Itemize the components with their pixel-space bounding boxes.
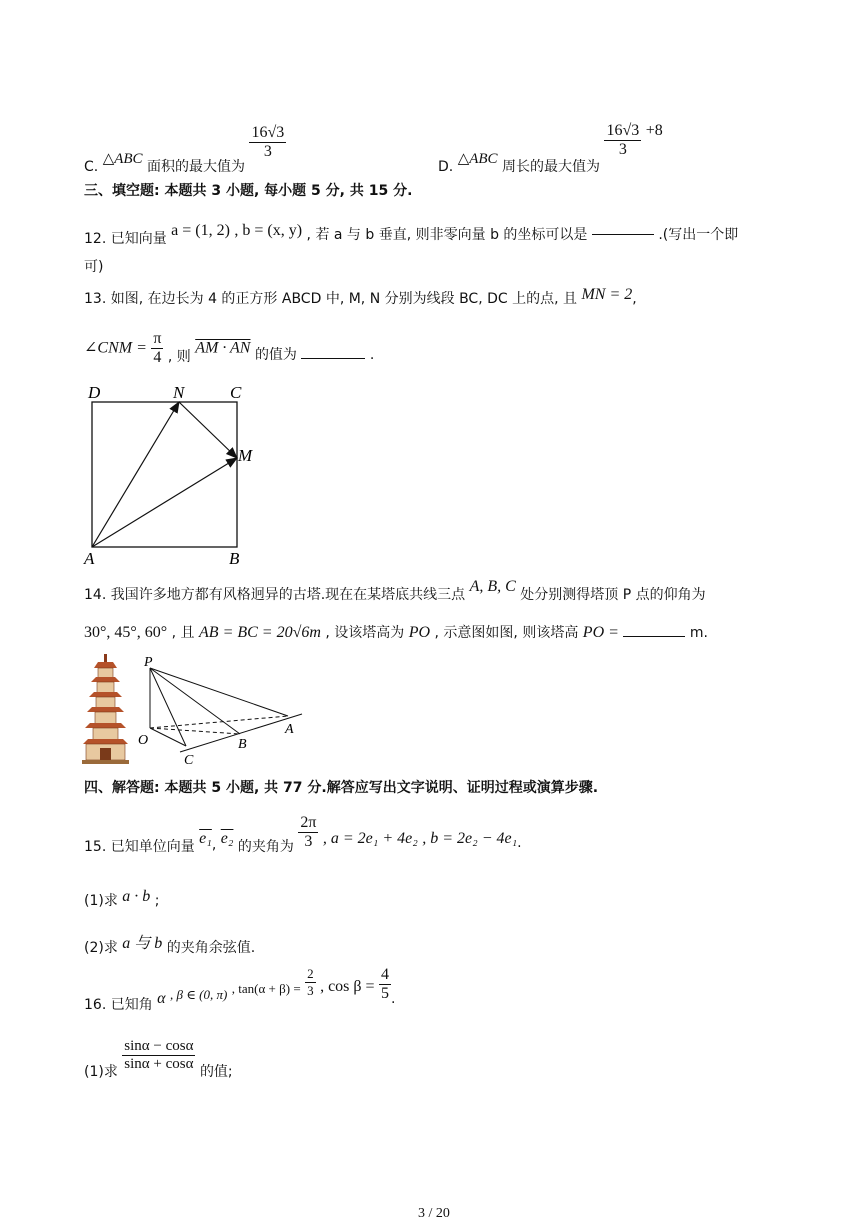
q14-po: PO [408, 624, 431, 641]
label-n: N [173, 383, 185, 402]
q15-p1-math: a · b [122, 888, 151, 905]
q13-end: . [369, 346, 375, 363]
option-c-den: 3 [263, 143, 272, 160]
q12-tail2: 可) [84, 259, 104, 275]
option-d [438, 118, 663, 175]
q15-b-eq: , b = 2e₂ − 4e₁ [422, 829, 518, 847]
vector-an [92, 402, 179, 547]
option-c-text: 面积的最大值为 [147, 158, 246, 175]
q16-lead: 16. 已知角 [84, 996, 153, 1013]
q13-angle: ∠CNM = [84, 339, 147, 357]
question-13-line2 [84, 330, 374, 367]
q16-p1-end: 的值; [199, 1063, 233, 1080]
q16-beta: , β ∈ (0, π) [170, 986, 228, 1002]
label-d: D [88, 383, 101, 402]
q15-sep: , [211, 836, 217, 853]
option-d-label: D. [438, 158, 454, 175]
q14-shown: , 示意图如图, 则该塔高 [434, 625, 579, 641]
q12-answer-blank[interactable] [592, 220, 654, 235]
q12-a-vector: a = (1, 2) [171, 222, 230, 239]
q13-four: 4 [153, 349, 162, 366]
q16-tan-num: 2 [307, 966, 314, 981]
tetrahedron [150, 668, 302, 752]
page-number: 3 / 20 [418, 1206, 450, 1221]
option-d-num: 16√3 [606, 122, 640, 139]
q14-points: A, B, C [469, 578, 516, 595]
question-15 [84, 814, 522, 855]
q16-alpha: α [157, 989, 166, 1007]
q16-p1-num: sinα − cosα [124, 1038, 194, 1054]
option-d-tail: +8 [645, 121, 663, 139]
q15-part1 [84, 886, 160, 909]
q16-p1-fraction [122, 1038, 195, 1073]
q15-p2-label: (2)求 [84, 940, 118, 956]
question-14-line1 [84, 576, 706, 603]
q13-fraction [151, 330, 163, 367]
option-d-fraction [604, 122, 641, 159]
q15-angle-text: 的夹角为 [237, 838, 294, 855]
option-c [84, 118, 286, 175]
label-o: O [138, 733, 149, 748]
question-14-line2 [84, 622, 708, 642]
q15-fraction [298, 814, 318, 851]
label-p: P [144, 655, 153, 670]
label-a: A [285, 722, 294, 737]
q15-p2-end: 的夹角余弦值. [166, 940, 256, 956]
q14-line1: 14. 我国许多地方都有风格迥异的古塔.现在在某塔底共线三点 [84, 587, 466, 603]
q15-a-eq: , a = 2e₁ + 4e₂ [322, 829, 418, 847]
q15-lead: 15. 已知单位向量 [84, 838, 195, 855]
q15-p2-math: a 与 b [122, 935, 163, 952]
section3-heading: 三、填空题: 本题共 3 小题, 每小题 5 分, 共 15 分. [84, 183, 413, 199]
q14-answer-blank[interactable] [623, 622, 685, 637]
q14-line1b: 处分别测得塔顶 P 点的仰角为 [520, 587, 706, 603]
q13-pi: π [153, 330, 162, 347]
q14-let: , 设该塔高为 [325, 625, 405, 641]
q16-tan-fraction [305, 966, 316, 999]
square-abcd [92, 402, 237, 547]
label-c: C [184, 753, 194, 768]
q16-p1-den: sinα + cosα [124, 1056, 194, 1072]
option-c-num: 16√3 [251, 124, 285, 141]
q13-mn: MN = 2 [581, 286, 633, 303]
q16-tan-den: 3 [307, 983, 314, 998]
option-c-triangle: △ABC [102, 150, 143, 167]
q12-tail: .(写出一个即 [658, 227, 739, 243]
q13-line1: 13. 如图, 在边长为 4 的正方形 ABCD 中, M, N 分别为线段 BC, DC 上的点, 且 [84, 291, 578, 307]
pagoda-icon [82, 654, 129, 764]
question-12 [84, 220, 739, 247]
q15-p1-label: (1)求 [84, 893, 118, 909]
q15-p1-end: ; [154, 893, 160, 909]
label-m: M [238, 446, 253, 465]
q12-b-vector: , b = (x, y) [234, 222, 303, 239]
q12-lead: 12. 已知向量 [84, 231, 167, 247]
option-d-text: 周长的最大值为 [502, 158, 601, 175]
q13-comma: , [632, 291, 637, 307]
q16-cos-den: 5 [381, 985, 390, 1002]
q14-equation: AB = BC = 20√6m [199, 624, 321, 641]
q13-then: , 则 [167, 348, 191, 365]
q15-e2: e₂ [220, 829, 234, 847]
label-b: B [229, 549, 240, 568]
question-13-line1 [84, 288, 637, 308]
q16-cos: , cos β = [320, 977, 375, 995]
q16-cos-num: 4 [381, 966, 390, 983]
label-b: B [238, 737, 247, 752]
q16-end: . [391, 990, 396, 1007]
q15-den: 3 [304, 833, 313, 850]
q16-tan: , tan(α + β) = [231, 980, 301, 996]
option-d-triangle: △ABC [457, 150, 498, 167]
option-c-fraction [249, 124, 286, 161]
q15-end: . [517, 834, 522, 851]
q15-e1: e₁ [199, 829, 212, 847]
q14-and: , 且 [171, 625, 195, 641]
label-a: A [84, 549, 95, 568]
q16-cos-fraction [379, 966, 391, 1003]
option-d-den: 3 [618, 141, 627, 158]
question-16 [84, 966, 396, 1013]
q15-num: 2π [300, 814, 317, 831]
q14-unit: m. [689, 625, 708, 641]
q15-part2 [84, 930, 256, 956]
pagoda-figure [80, 652, 310, 770]
q14-po-eq: PO = [582, 624, 619, 641]
section4-heading: 四、解答题: 本题共 5 小题, 共 77 分.解答应写出文字说明、证明过程或演算步骤. [84, 780, 599, 796]
q16-part1 [84, 1038, 233, 1080]
q16-p1-label: (1)求 [84, 1063, 118, 1080]
label-c: C [230, 383, 242, 402]
q14-angles: 30°, 45°, 60° [84, 624, 168, 641]
square-figure [80, 380, 270, 570]
q13-value-is: 的值为 [254, 346, 297, 363]
vector-am [92, 458, 237, 547]
q12-mid: , 若 a 与 b 垂直, 则非零向量 b 的坐标可以是 [306, 227, 588, 243]
option-c-label: C. [84, 158, 99, 175]
q13-dot-product: AM · AN [195, 339, 251, 357]
vector-nm [179, 402, 237, 458]
q13-answer-blank[interactable] [301, 344, 365, 359]
